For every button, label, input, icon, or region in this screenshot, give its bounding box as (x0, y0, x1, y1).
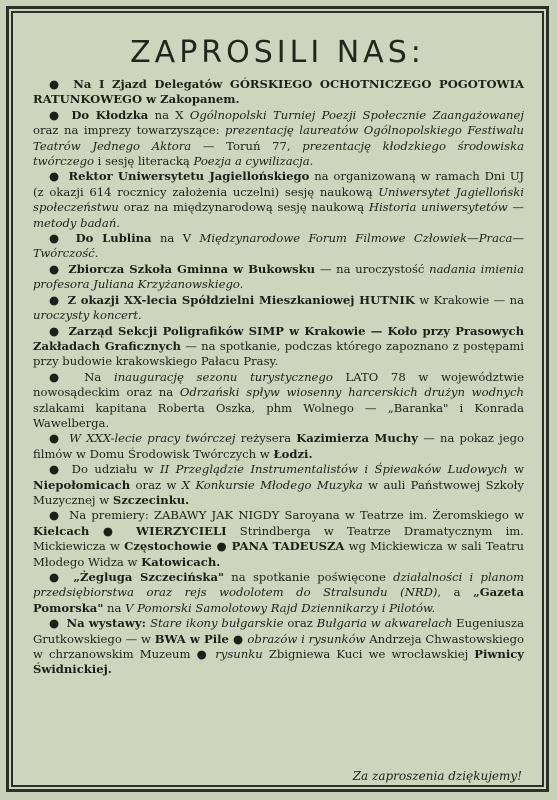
text-run: Eugeniusza Grutkowskiego — w (33, 616, 524, 646)
text-run: W XXX-lecie pracy twórczej (69, 431, 236, 446)
text-run: nadania imienia profesora Juliana Krzyżanowskiego. (33, 261, 525, 292)
invitation-entry (33, 616, 524, 678)
text-run: Zbigniewa Kuci we wrocławskiej (262, 647, 475, 662)
text-run: Rektor Uniwersytetu Jagiellońskiego (68, 169, 310, 184)
text-run: „Gazeta Pomorska" (33, 585, 524, 615)
invitation-entry (33, 431, 524, 462)
text-run: szlakami kapitana Roberta Oszka, phm Wolnego — „Baranka" i Konrada Wawelberga. (33, 400, 524, 430)
text-run: Odrzański spływ wiosenny harcerskich drużyn wodnych (179, 385, 524, 400)
invitation-entry (33, 324, 524, 370)
text-run: inaugurację sezonu turystycznego (114, 369, 333, 384)
text-run: na V (151, 231, 200, 246)
text-run: Zbiorcza Szkoła Gminna w Bukowsku (68, 261, 316, 276)
invitation-entry (33, 77, 524, 108)
bullet-icon: ● (49, 570, 71, 584)
text-run: i sesję literacką (93, 154, 194, 169)
text-run: uroczysty koncert. (33, 308, 142, 323)
text-run: Do udziału w (71, 462, 160, 477)
text-run: , a (437, 585, 474, 600)
text-run: Poezja a cywilizacja. (193, 154, 314, 169)
text-run: Zarząd Sekcji Poligrafików SIMP w Krakowie — Koło przy Prasowych Zakładach Graficznych (33, 323, 524, 353)
text-run: Łodzi. (273, 446, 313, 461)
bullet-icon: ● (49, 169, 66, 184)
text-run: na (103, 600, 126, 615)
bullet-icon: ● (49, 431, 67, 446)
text-run: Ogólnopolski Turniej Poezji Społecznie Zaangażowanej (189, 107, 524, 122)
text-run: BWA w Pile (154, 631, 229, 646)
invitation-entry (33, 293, 524, 324)
text-run: — Toruń 77, (191, 138, 303, 153)
closing-note: Za zaproszenia dziękujemy! (352, 769, 522, 783)
text-run: Niepołomicach (33, 477, 131, 492)
bullet-icon: ● (49, 616, 64, 631)
bullet-icon: ● (49, 508, 67, 523)
text-run: V Pomorski Samolotowy Rajd Dziennikarzy i Pilotów. (125, 600, 436, 615)
bullet-icon: ● (49, 77, 71, 91)
text-run: prezentację kłodzkiego środowiska twórczego (33, 138, 525, 169)
text-run: Do Lublina (75, 231, 152, 246)
text-run: prezentację laureatów Ogólnopolskiego Festiwalu Teatrów Jednego Aktora (33, 123, 524, 153)
invitation-entry (33, 508, 524, 570)
bullet-icon: ● (49, 261, 66, 276)
text-run: LATO 78 w województwie nowosądeckim oraz na (33, 369, 524, 400)
text-run: Na I Zjazd Delegatów GÓRSKIEGO OCHOTNICZEGO POGOTOWIA RATUNKOWEGO w Zakopanem. (33, 77, 524, 107)
text-run: — na uroczystość (315, 261, 430, 276)
bullet-icon: ● (49, 107, 69, 122)
text-run: — na spotkanie, podczas którego zapoznano z postępami przy budowie krakowskiego Pałacu Prasy. (33, 338, 524, 369)
text-run: na X (148, 107, 190, 122)
invitation-entry (33, 262, 524, 293)
text-run: Bułgaria w akwarelach (316, 616, 453, 631)
page-title: ZAPROSILI NAS: (130, 35, 425, 70)
text-run: rysunku (215, 647, 263, 662)
text-run: Na wystawy: (66, 616, 151, 631)
text-run: reżysera (235, 431, 297, 446)
text-run: Kielcach (33, 523, 90, 538)
text-run: działalności i planom przedsiębiorstwa oraz rejs wodolotem do Stralsundu (NRD) (33, 570, 525, 600)
text-run: WIERZYCIELI (136, 523, 227, 538)
invitation-entry (33, 462, 524, 508)
text-run: Strindberga w Teatrze Dramatycznym im. Mickiewicza w (33, 523, 524, 554)
text-run: oraz w (130, 477, 182, 492)
text-run: X Konkursie Młodego Muzyka (181, 477, 363, 492)
text-run: Stare ikony bułgarskie (150, 616, 284, 631)
text-run: Na (84, 369, 114, 384)
text-run: Międzynarodowe Forum Filmowe Człowiek—Praca—Twórczość. (33, 231, 525, 261)
text-run: oraz (283, 616, 317, 631)
text-run: Szczecinku. (112, 492, 190, 507)
article-body (33, 77, 524, 678)
text-run: oraz na międzynarodową sesję naukową (118, 200, 369, 215)
invitation-entry (33, 231, 524, 262)
text-run: wg Mickiewicza w sali Teatru Młodego Widza w (33, 539, 524, 569)
bullet-icon: ● (49, 462, 69, 477)
bullet-icon: ● (49, 369, 82, 384)
text-run: Z okazji XX-lecia Spółdzielni Mieszkaniowej HUTNIK (67, 292, 415, 307)
text-run: Kazimierza Muchy (296, 431, 419, 446)
text-run: — na pokaz jego filmów w Domu Środowisk Twórczych w (33, 431, 524, 461)
article-frame (6, 6, 549, 792)
invitation-entry (33, 370, 524, 432)
text-run: Na premiery: ZABAWY JAK NIGDY Saroyana w Teatrze im. Żeromskiego w (69, 508, 524, 523)
text-run: ● (211, 539, 232, 554)
text-run: w (507, 462, 525, 477)
text-run: Uniwersytet Jagielloński społeczeństwu (33, 184, 525, 215)
text-run: Częstochowie (124, 539, 212, 554)
text-run: w auli Państwowej Szkoły Muzycznej w (33, 477, 524, 507)
bullet-icon: ● (49, 231, 73, 246)
text-run: oraz na imprezy towarzyszące: (33, 123, 226, 138)
text-run: Katowicach. (141, 554, 221, 569)
invitation-entry (33, 570, 524, 616)
text-run: ● (228, 631, 248, 646)
text-run: Andrzeja Chwastowskiego w chrzanowskim Muzeum ● (33, 631, 524, 662)
bullet-icon: ● (49, 292, 65, 307)
text-run: na organizowaną w ramach Dni UJ (z okazji 614 rocznicy założenia uczelni) sesję naukową (33, 169, 524, 199)
invitation-entry (33, 108, 524, 170)
text-run: obrazów i rysunków (247, 631, 366, 646)
text-run: PANA TADEUSZA (231, 539, 345, 554)
invitation-entry (33, 169, 524, 231)
text-run: II Przeglądzie Instrumentalistów i Śpiewaków Ludowych (160, 462, 508, 477)
text-run: ● (89, 523, 137, 538)
bullet-icon: ● (49, 323, 66, 338)
text-run: w Krakowie — na (414, 292, 524, 307)
text-run: Piwnicy Świdnickiej. (33, 647, 525, 677)
text-run: Do Kłodzka (71, 107, 149, 122)
text-run: Historia uniwersytetów — metody badań. (33, 200, 524, 230)
text-run: „Żegluga Szczecińska" (73, 570, 225, 584)
text-run: na spotkanie poświęcone (224, 570, 394, 584)
